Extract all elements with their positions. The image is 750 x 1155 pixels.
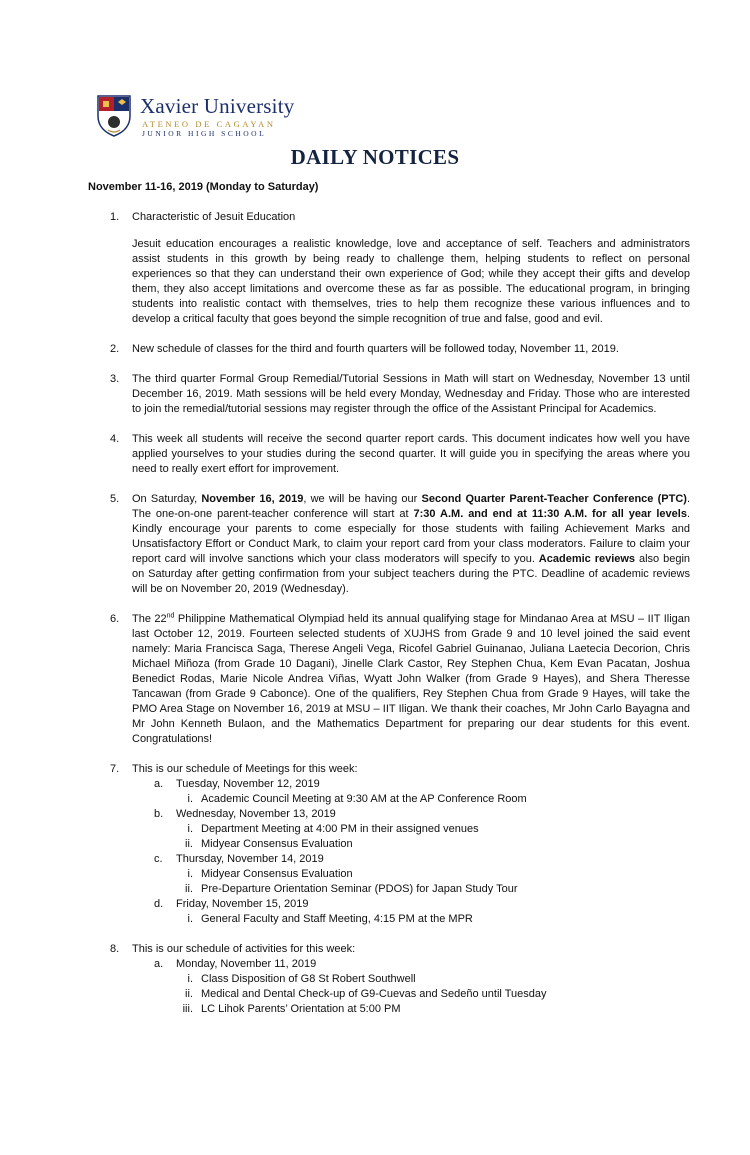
item-paragraph: Jesuit education encourages a realistic knowledge, love and acceptance of self. Teachers and administrators assist students in this growth by being ready to challenge them, helping students to reflect on personal experiences so that they can understand their own experience of God; while they accept their gifts and develop them, they also accept limitations and overcome these as far as possible. The educational program, in bringing students into realistic contact with themselves, tries to help them recognize these various influences and to develop a critical faculty that goes beyond the simple recognition of true and false, good and evil. — [132, 238, 690, 325]
schedule-event — [181, 837, 690, 852]
day-letter: b. — [154, 808, 164, 820]
event-numeral: i. — [187, 913, 193, 925]
event-numeral: ii. — [185, 838, 193, 850]
notice-item-2 — [110, 342, 690, 357]
notice-item-5 — [110, 492, 690, 597]
schedule-event — [181, 792, 690, 807]
text-run: The 22 — [132, 613, 167, 625]
meetings-schedule — [132, 777, 690, 927]
item-text: New schedule of classes for the third and fourth quarters will be followed today, November 11, 2019. — [132, 343, 619, 355]
event-text: Midyear Consensus Evaluation — [201, 838, 353, 850]
event-numeral: iii. — [182, 1003, 193, 1015]
day-letter: a. — [154, 958, 164, 970]
event-text: Department Meeting at 4:00 PM in their assigned venues — [201, 823, 479, 835]
bold-time: 7:30 A.M. and end at 11:30 A.M. for all year levels — [413, 508, 687, 520]
event-text: Pre-Departure Orientation Seminar (PDOS) for Japan Study Tour — [201, 883, 518, 895]
university-logo — [96, 94, 296, 140]
day-label: Thursday, November 14, 2019 — [176, 853, 324, 865]
schedule-event — [181, 972, 690, 987]
event-text: Class Disposition of G8 St Robert Southwell — [201, 973, 416, 985]
event-text: General Faculty and Staff Meeting, 4:15 PM at the MPR — [201, 913, 473, 925]
item-text: This is our schedule of Meetings for this week: — [132, 763, 358, 775]
text-run: Philippine Mathematical Olympiad held its annual qualifying stage for Mindanao Area at MSU – IIT Iligan last October 12, 2019. Fourteen selected students of XUJHS from Grade 9 and 10 level joined the said event namely: Maria Francisca Saga, Therese Angeli Vega, Ricofel Gabriel Guinanao, Juliana Laetecia Decorion, Chris Michael Miñoza (from Grade 10 Dagani), Jinelle Clark Castor, Rey Stephen Chua, Kem Evan Pacatan, Joshua Benedict Rodas, Marie Nicole Andrea Viñas, Wyatt John Walker (from Grade 9 Hayes), and Shera Theresse Tancawan (from Grade 9 Cabonce). One of the qualifiers, Rey Stephen Chua from Grade 9 Hayes, will take the PMO Area Stage on November 16, 2019 at MSU – IIT Iligan. We thank their coaches, Mr John Carlo Bayagna and Mr John Kenneth Bulaon, and the Mathematics Department for preparing our dear students for this event. Congratulations! — [132, 613, 690, 745]
event-numeral: i. — [187, 868, 193, 880]
notice-item-1 — [110, 210, 690, 327]
notice-item-6 — [110, 612, 690, 747]
item-text: The third quarter Formal Group Remedial/Tutorial Sessions in Math will start on Wednesday, November 13 until December 16, 2019. Math sessions will be held every Monday, Wednesday and Friday. Those who are interested to join the remedial/tutorial sessions may register through the office of the Assistant Principal for Academics. — [132, 373, 690, 415]
item-number: 1. — [110, 211, 120, 223]
event-text: LC Lihok Parents’ Orientation at 5:00 PM — [201, 1003, 401, 1015]
day-letter: d. — [154, 898, 164, 910]
university-subtitle: ATENEO DE CAGAYAN — [142, 119, 276, 129]
day-letter: a. — [154, 778, 164, 790]
item-number: 3. — [110, 373, 120, 385]
schedule-event — [181, 882, 690, 897]
day-label: Wednesday, November 13, 2019 — [176, 808, 336, 820]
schedule-day — [154, 777, 690, 792]
item-text: This week all students will receive the second quarter report cards. This document indicates how well you have applied yourselves to your studies during the second quarter. It will guide you in specifying the areas where you need to really exert effort for improvement. — [132, 433, 690, 475]
schedule-day — [154, 852, 690, 867]
event-numeral: i. — [187, 793, 193, 805]
item-text — [132, 612, 690, 747]
event-numeral: ii. — [185, 883, 193, 895]
day-letter: c. — [154, 853, 163, 865]
bold-reviews: Academic reviews — [538, 553, 636, 565]
page-title: DAILY NOTICES — [290, 145, 460, 169]
university-name: Xavier University — [140, 94, 295, 118]
schedule-day — [154, 807, 690, 822]
notice-item-7 — [110, 762, 690, 927]
item-text: This is our schedule of activities for this week: — [132, 943, 356, 955]
item-text — [132, 492, 690, 597]
day-label: Monday, November 11, 2019 — [176, 958, 317, 970]
notice-item-4 — [110, 432, 690, 477]
day-label: Friday, November 15, 2019 — [176, 898, 309, 910]
notice-item-8 — [110, 942, 690, 1017]
text-run: , we will be having our — [303, 493, 422, 505]
notices-list — [110, 210, 690, 1032]
ordinal-suffix: nd — [166, 612, 175, 620]
text-run: On Saturday, — [132, 493, 202, 505]
activities-schedule — [132, 957, 690, 1017]
schedule-day — [154, 957, 690, 972]
item-number: 6. — [110, 613, 120, 625]
event-text: Academic Council Meeting at 9:30 AM at the AP Conference Room — [201, 793, 527, 805]
item-number: 5. — [110, 493, 120, 505]
schedule-event — [181, 867, 690, 882]
event-numeral: ii. — [185, 988, 193, 1000]
item-number: 4. — [110, 433, 120, 445]
text-run: . The one-on-one parent-teacher conference will start at — [132, 493, 691, 520]
schedule-day — [154, 897, 690, 912]
text-run: also begin on Saturday after getting confirmation from your subject teachers during the PTC. Deadline of academic reviews will be on November 20, 2019 (Wednesday). — [132, 553, 690, 595]
notice-item-3 — [110, 372, 690, 417]
school-name: JUNIOR HIGH SCHOOL — [142, 129, 267, 138]
item-number: 2. — [110, 343, 120, 355]
bold-date: November 16, 2019 — [201, 493, 304, 505]
event-text: Midyear Consensus Evaluation — [201, 868, 353, 880]
schedule-event — [181, 1002, 690, 1017]
bold-event: Second Quarter Parent-Teacher Conference (PTC) — [421, 493, 687, 505]
university-seal-icon — [96, 94, 132, 138]
event-numeral: i. — [187, 973, 193, 985]
event-text: Medical and Dental Check-up of G9-Cuevas and Sedeño until Tuesday — [201, 988, 547, 1000]
schedule-event — [181, 987, 690, 1002]
date-range: November 11-16, 2019 (Monday to Saturday) — [88, 181, 319, 193]
day-label: Tuesday, November 12, 2019 — [176, 778, 320, 790]
item-number: 8. — [110, 943, 120, 955]
item-heading: Characteristic of Jesuit Education — [132, 211, 296, 223]
schedule-event — [181, 912, 690, 927]
item-number: 7. — [110, 763, 120, 775]
schedule-event — [181, 822, 690, 837]
text-run: . Kindly encourage your parents to come especially for those students with failing Achievement Marks and Unsatisfactory Effort or Conduct Mark, to claim your report card from your class moderators. Failure to claim your report card will involve sanctions which your class moderators will specify to you. — [132, 508, 690, 565]
event-numeral: i. — [187, 823, 193, 835]
